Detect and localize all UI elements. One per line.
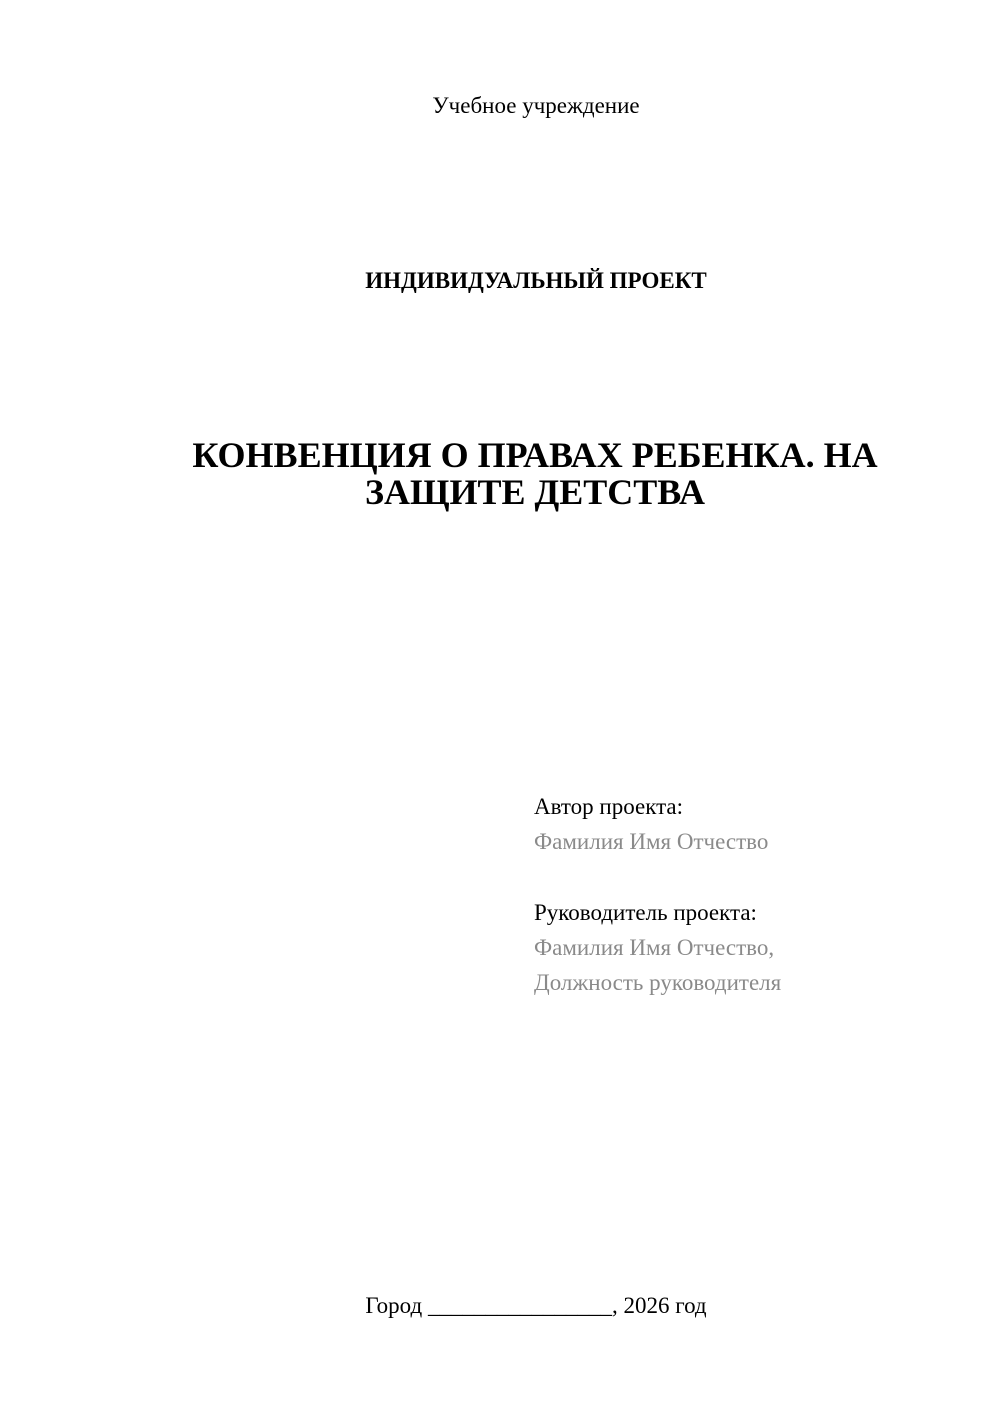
supervisor-position-placeholder: Должность руководителя [534, 970, 782, 995]
credits-spacer [534, 859, 974, 895]
author-name-placeholder: Фамилия Имя Отчество [534, 829, 769, 854]
project-type-heading: ИНДИВИДУАЛЬНЫЙ ПРОЕКТ [365, 268, 707, 293]
city-year-footer: Город ________________, 2026 год [365, 1293, 707, 1318]
institution-name: Учебное учреждение [432, 93, 640, 118]
supervisor-name-placeholder: Фамилия Имя Отчество, [534, 935, 775, 960]
project-title-line-1: КОНВЕНЦИЯ О ПРАВАХ РЕБЕНКА. НА [192, 435, 878, 475]
credits-block [534, 789, 974, 1000]
supervisor-label: Руководитель проекта: [534, 900, 757, 925]
project-title-line-2: ЗАЩИТЕ ДЕТСТВА [364, 472, 706, 512]
author-label: Автор проекта: [534, 794, 683, 819]
project-title [150, 437, 920, 511]
